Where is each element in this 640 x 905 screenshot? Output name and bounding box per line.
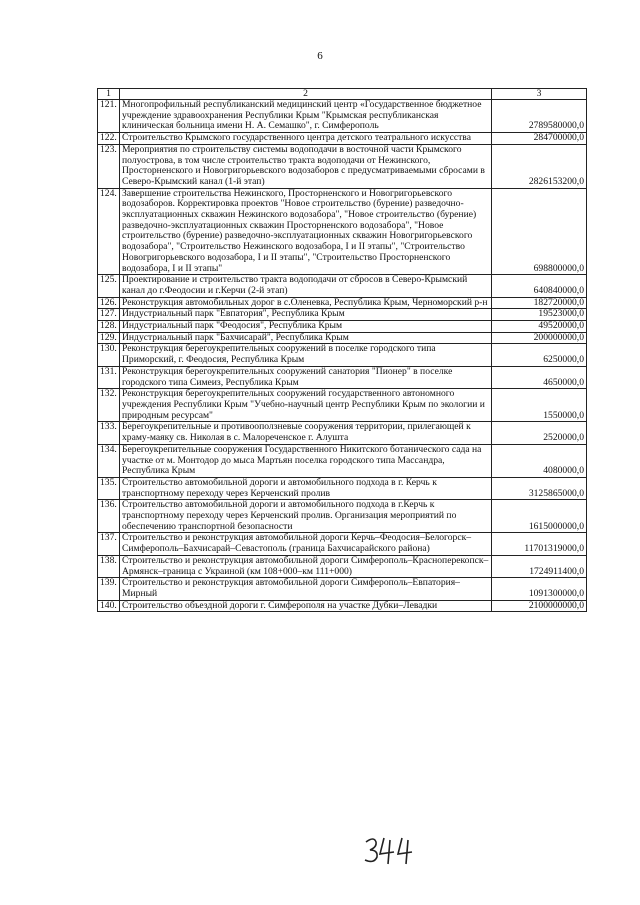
row-amount: 1091300000,0 <box>492 578 587 600</box>
row-description: Берегоукрепительные и противооползневые сооружения территории, прилегающей к храму-маяку св. Николая в с. Малореченское г. Алушта <box>120 422 492 444</box>
row-number: 127. <box>98 309 120 321</box>
row-description: Реконструкция берегоукрепительных сооружений государственного автономного учреждения Республики Крым "Учебно-научный центр Республики Крым по экологии и природным ресурсам" <box>120 389 492 422</box>
row-number: 139. <box>98 578 120 600</box>
row-number: 125. <box>98 275 120 297</box>
table-row <box>98 297 587 309</box>
row-description: Строительство объездной дороги г. Симферополя на участке Дубки–Левадки <box>120 600 492 612</box>
table-row <box>98 533 587 555</box>
row-description: Берегоукрепительные сооружения Государственного Никитского ботанического сада на участке от м. Монтодор до мыса Мартьян поселка городского типа Массандра, Республика Крым <box>120 444 492 477</box>
row-number: 138. <box>98 555 120 577</box>
row-amount: 2826153200,0 <box>492 144 587 188</box>
row-number: 123. <box>98 144 120 188</box>
header-col-2: 2 <box>120 89 492 100</box>
row-description: Проектирование и строительство тракта водоподачи от сбросов в Северо-Крымский канал до г.Феодосии и г.Керчи (2-й этап) <box>120 275 492 297</box>
registry-table <box>97 88 587 612</box>
row-number: 140. <box>98 600 120 612</box>
table-row <box>98 332 587 344</box>
row-number: 132. <box>98 389 120 422</box>
table-row <box>98 422 587 444</box>
row-amount: 698800000,0 <box>492 188 587 275</box>
row-description: Реконструкция автомобильных дорог в с.Оленевка, Республика Крым, Черноморский р-н <box>120 297 492 309</box>
row-amount: 4650000,0 <box>492 366 587 388</box>
row-description: Индустриальный парк "Бахчисарай", Республика Крым <box>120 332 492 344</box>
row-number: 131. <box>98 366 120 388</box>
row-number: 136. <box>98 500 120 533</box>
table-row <box>98 321 587 333</box>
table-row <box>98 578 587 600</box>
row-amount: 1724911400,0 <box>492 555 587 577</box>
row-description: Реконструкция берегоукрепительных сооружений в поселке городского типа Приморский, г. Феодосия, Республика Крым <box>120 344 492 366</box>
row-number: 126. <box>98 297 120 309</box>
row-amount: 2100000000,0 <box>492 600 587 612</box>
row-description: Реконструкция берегоукрепительных сооружений санатория "Пионер" в поселке городского типа Симеиз, Республика Крым <box>120 366 492 388</box>
row-number: 130. <box>98 344 120 366</box>
row-description: Строительство и реконструкция автомобильной дороги Симферополь–Красноперекопск–Армянск–граница с Украиной (км 108+000–км 111+000) <box>120 555 492 577</box>
row-amount: 284700000,0 <box>492 133 587 145</box>
row-number: 121. <box>98 100 120 133</box>
header-col-3: 3 <box>492 89 587 100</box>
table-row <box>98 100 587 133</box>
row-description: Строительство Крымского государственного центра детского театрального искусства <box>120 133 492 145</box>
row-amount: 640840000,0 <box>492 275 587 297</box>
row-number: 137. <box>98 533 120 555</box>
row-amount: 3125865000,0 <box>492 477 587 499</box>
table-row <box>98 133 587 145</box>
header-col-1: 1 <box>98 89 120 100</box>
row-number: 129. <box>98 332 120 344</box>
table-row <box>98 309 587 321</box>
table-row <box>98 188 587 275</box>
table-row <box>98 344 587 366</box>
row-number: 124. <box>98 188 120 275</box>
row-description: Многопрофильный республиканский медицинский центр «Государственное бюджетное учреждение здравоохранения Республики Крым "Крымская республиканская клиническая больница имени Н. А. Семашко", г. Симферополь <box>120 100 492 133</box>
row-amount: 182720000,0 <box>492 297 587 309</box>
row-amount: 11701319000,0 <box>492 533 587 555</box>
row-amount: 2789580000,0 <box>492 100 587 133</box>
table-row <box>98 444 587 477</box>
table-header-row <box>98 89 587 100</box>
row-description: Строительство и реконструкция автомобильной дороги Симферополь–Евпатория–Мирный <box>120 578 492 600</box>
table-row <box>98 555 587 577</box>
row-amount: 1615000000,0 <box>492 500 587 533</box>
row-number: 135. <box>98 477 120 499</box>
row-description: Мероприятия по строительству системы водоподачи в восточной части Крымского полуострова, в том числе строительство тракта водоподачи от Нежинского, Просторненского и Новогригорьевского водозаборов с предусматриваемыми сбросами в Северо-Крымский канал (1-й этап) <box>120 144 492 188</box>
row-amount: 4080000,0 <box>492 444 587 477</box>
row-amount: 6250000,0 <box>492 344 587 366</box>
table-row <box>98 477 587 499</box>
table-row <box>98 275 587 297</box>
handwritten-signature <box>362 832 422 872</box>
row-number: 128. <box>98 321 120 333</box>
row-number: 133. <box>98 422 120 444</box>
row-description: Завершение строительства Нежинского, Просторненского и Новогригорьевского водозаборов. Корректировка проектов "Новое строительство (бурение) разведочно-эксплуатационных скважин Нежинского водозабора", "Новое строительство (бурение) разведочно-эксплуатационных скважин Просторненского водозабора", "Новое строительство (бурение) разведочно-эксплуатационных скважин Новогригорьевского водозабора", "Строительство Нежинского водозабора, I и II этапы", "Строительство Новогригорьевского водозабора, I и II этапы", "Строительство Просторненского водозабора, I и II этапы" <box>120 188 492 275</box>
table-row <box>98 144 587 188</box>
row-description: Индустриальный парк "Феодосия", Республика Крым <box>120 321 492 333</box>
row-number: 134. <box>98 444 120 477</box>
table-row <box>98 500 587 533</box>
table-row <box>98 600 587 612</box>
row-description: Строительство автомобильной дороги и автомобильного подхода в г. Керчь к транспортному переходу через Керченский пролив <box>120 477 492 499</box>
row-amount: 49520000,0 <box>492 321 587 333</box>
row-amount: 200000000,0 <box>492 332 587 344</box>
row-description: Строительство автомобильной дороги и автомобильного подхода в г.Керчь к транспортному переходу через Керченский пролив. Организация мероприятий по обеспечению транспортной безопасности <box>120 500 492 533</box>
row-description: Индустриальный парк "Евпатория", Республика Крым <box>120 309 492 321</box>
row-number: 122. <box>98 133 120 145</box>
row-description: Строительство и реконструкция автомобильной дороги Керчь–Феодосия–Белогорск–Симферополь–Бахчисарай–Севастополь (граница Бахчисарайского района) <box>120 533 492 555</box>
row-amount: 2520000,0 <box>492 422 587 444</box>
row-amount: 1550000,0 <box>492 389 587 422</box>
row-amount: 19523000,0 <box>492 309 587 321</box>
page-number: 6 <box>317 50 323 62</box>
table-row <box>98 389 587 422</box>
table-row <box>98 366 587 388</box>
